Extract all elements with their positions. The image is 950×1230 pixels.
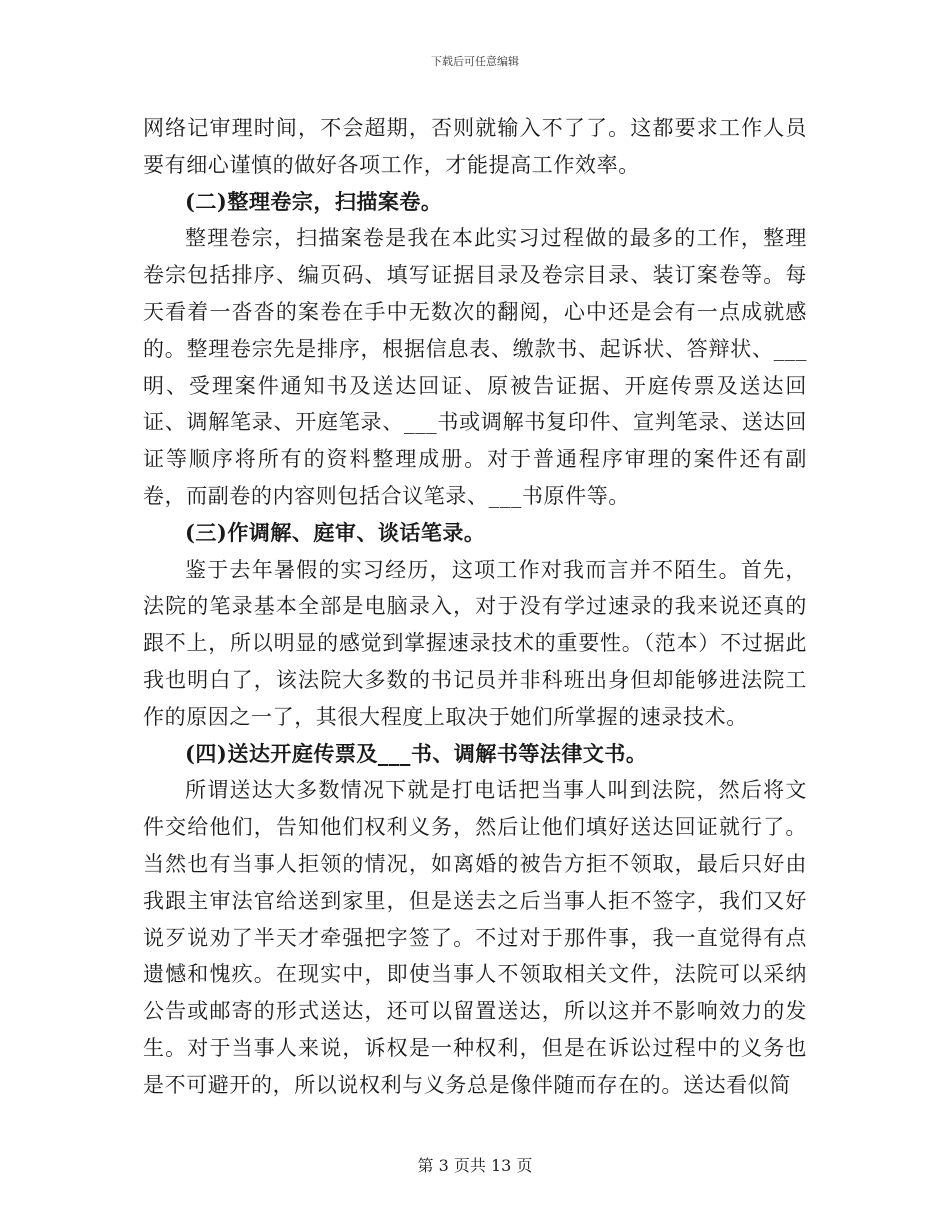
page-header: 下载后可任意编辑 <box>431 55 519 68</box>
paragraph-service: 所谓送达大多数情况下就是打电话把当事人叫到法院，然后将文件交给他们，告知他们权利义务，然后让他们填好送达回证就行了。当然也有当事人拒领的情况，如离婚的被告方拒不领取，最后只好由我跟主审法官给送到家里，但是送去之后当事人拒不签字，我们又好说歹说劝了半天才牵强把字签了。不过对于那件事，我一直觉得有点遗憾和愧疚。在现实中，即使当事人不领取相关文件，法院可以采纳公告或邮寄的形式送达，还可以留置送达，所以这并不影响效力的发生。对于当事人来说，诉权是一种权利，但是在诉讼过程中的义务也是不可避开的，所以说权利与义务总是像伴随而存在的。送达看似简 <box>143 778 807 1097</box>
section-heading-4: (四)送达开庭传票及___书、调解书等法律文书。 <box>185 740 648 766</box>
section-heading-3: (三)作调解、庭审、谈话笔录。 <box>185 519 486 545</box>
page-number-footer: 第 3 页共 13 页 <box>417 1156 533 1175</box>
paragraph-transcripts: 鉴于去年暑假的实习经历，这项工作对我而言并不陌生。首先，法院的笔录基本全部是电脑录入，对于没有学过速录的我来说还真的跟不上，所以明显的感觉到掌握速录技术的重要性。（范本）不过据此我也明白了，该法院大多数的书记员并非科班出身但却能够进法院工作的原因之一了，其很大程度上取决于她们所掌握的速录技术。 <box>143 557 807 729</box>
section-heading-2: (二)整理卷宗，扫描案卷。 <box>185 188 443 214</box>
paragraph-continuation: 网络记审理时间，不会超期，否则就输入不了了。这都要求工作人员要有细心谨慎的做好各项工作，才能提高工作效率。 <box>143 116 807 177</box>
paragraph-filing: 整理卷宗，扫描案卷是我在本此实习过程做的最多的工作，整理卷宗包括排序、编页码、填写证据目录及卷宗目录、装订案卷等。每天看着一沓沓的案卷在手中无数次的翻阅，心中还是会有一点成就感的。整理卷宗先是排序，根据信息表、缴款书、起诉状、答辩状、___明、受理案件通知书及送达回证、原被告证据、开庭传票及送达回证、调解笔录、开庭笔录、___书或调解书复印件、宣判笔录、送达回证等顺序将所有的资料整理成册。对于普通程序审理的案件还有副卷，而副卷的内容则包括合议笔录、___书原件等。 <box>143 226 807 508</box>
document-body <box>143 110 807 1104</box>
